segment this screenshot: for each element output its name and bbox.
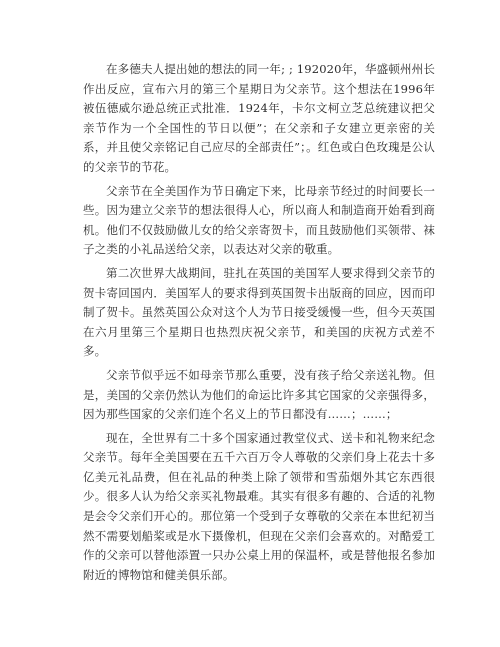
paragraph-2: 父亲节在全美国作为节日确定下来，比母亲节经过的时间要长一些。因为建立父亲节的想法很得人心，所以商人和制造商开始看到商机。他们不仅鼓励做儿女的给父亲寄贺卡，而且鼓励他们买领带、袜子之类的小礼品送给父亲，以表达对父亲的敬重。 [83,183,435,257]
article-body [83,60,435,589]
paragraph-5: 现在，全世界有二十多个国家通过教堂仪式、送卡和礼物来纪念父亲节。每年全美国要在五千六百万令人尊敬的父亲们身上花去十多亿美元礼品费，但在礼品的种类上除了领带和雪茄烟外其它东西很少。很多人认为给父亲买礼物最难。其实有很多有趣的、合适的礼物是会令父亲们开心的。那位第一个受到子女尊敬的父亲在本世纪初当然不需要划船桨或是水下摄像机，但现在父亲们会喜欢的。对酷爱工作的父亲可以替他添置一只办公桌上用的保温杯，或是替他报名参加附近的博物馆和健美俱乐部。 [83,430,435,582]
paragraph-1: 在多德夫人提出她的想法的同一年; ; 192020年，华盛顿州州长作出反应，宣布六月的第三个星期日为父亲节。这个想法在1996年被伍德威尔逊总统正式批准．1924年，卡尔文柯立芝总统建议把父亲节作为一个全国性的节日以便”；在父亲和子女建立更亲密的关系，并且使父亲铭记自己应尽的全部责任”；。红色或白色玫瑰是公认的父亲节的节花。 [83,62,435,174]
paragraph-3: 第二次世界大战期间，驻扎在英国的美国军人要求得到父亲节的贺卡寄回国内．美国军人的要求得到英国贺卡出版商的回应，因而印制了贺卡。虽然英国公众对这个人为节日接受缓慢一些，但今天英国在六月里第三个星期日也热烈庆祝父亲节，和美国的庆祝方式差不多。 [83,265,435,359]
paragraph-4: 父亲节似乎远不如母亲节那么重要，没有孩子给父亲送礼物。但是，美国的父亲仍然认为他们的命运比许多其它国家的父亲强得多，因为那些国家的父亲们连个名义上的节日都没有……；……； [83,367,435,422]
